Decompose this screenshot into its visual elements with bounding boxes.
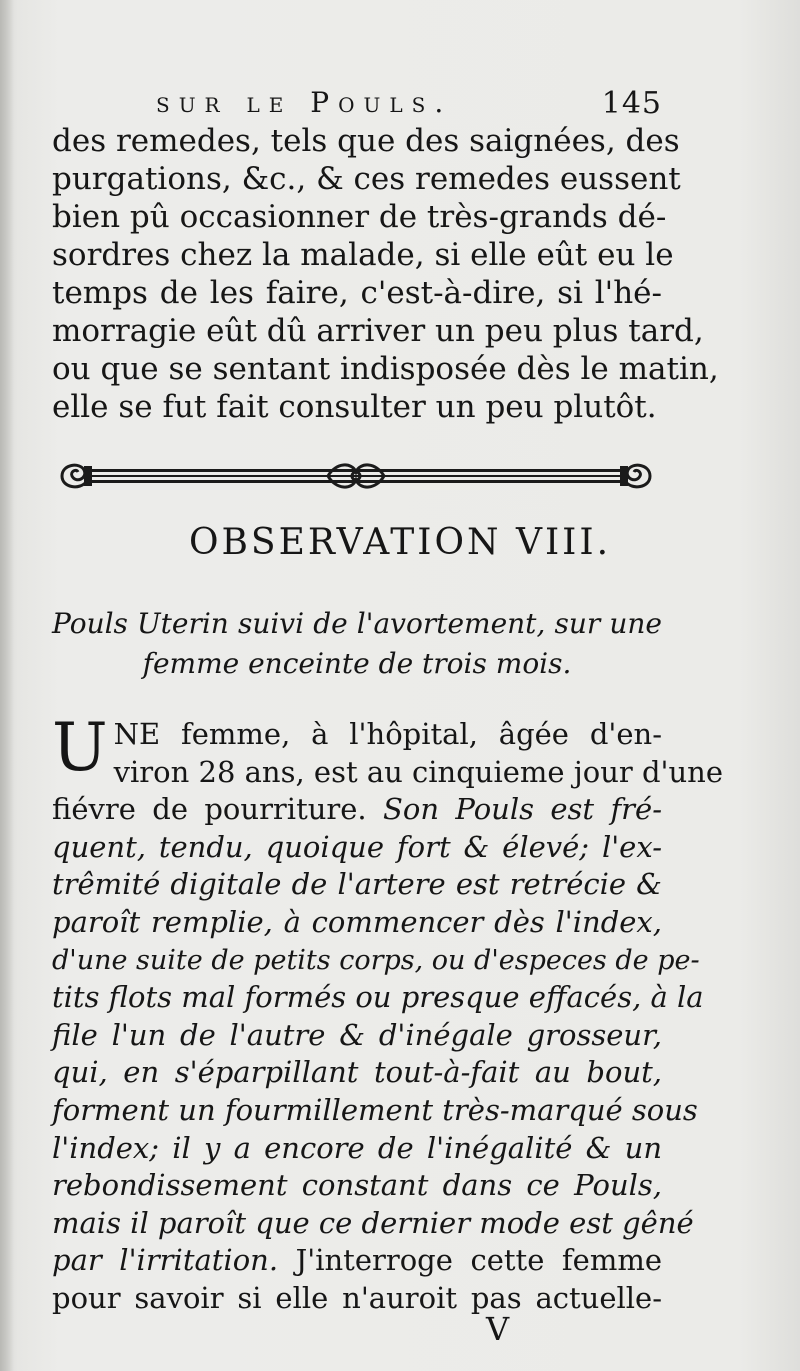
observation-subtitle: [52, 604, 662, 684]
top-paragraph: [52, 122, 719, 426]
italic-text: par l'irritation.: [52, 1243, 296, 1278]
text-line: file l'un de l'autre & d'inégale grosseur,: [52, 1017, 662, 1052]
text-line: bien pû occasionner de très-grands dé-: [52, 199, 667, 235]
subtitle-line: Pouls Uterin suivi de l'avortement, sur une: [52, 607, 662, 640]
text-line: tits flots mal formés ou presque effacés, à la: [52, 980, 704, 1015]
text-line: trêmité digitale de l'artere est retrécie &: [52, 867, 662, 902]
text-line: d'une suite de petits corps, ou d'especes de pe-: [52, 944, 700, 976]
text-line: temps de les faire, c'est-à-dire, si l'hé-: [52, 275, 662, 311]
text-line: ou que se sentant indisposée dès le matin,: [52, 351, 719, 387]
text-line: l'index; il y a encore de l'inégalité & un: [52, 1130, 662, 1165]
text-line: forment un fourmillement très-marqué sous: [52, 1092, 698, 1127]
text-line: des remedes, tels que des saignées, des: [52, 123, 680, 159]
observation-title: OBSERVATION VIII.: [188, 522, 612, 563]
observation-body: [52, 709, 724, 1318]
subtitle-line: femme enceinte de trois mois.: [142, 647, 572, 680]
text-line: NE femme, à l'hôpital, âgée d'en-: [113, 717, 662, 751]
text-line: viron 28 ans, est au cinquieme jour d'une: [113, 754, 724, 789]
drop-cap: U: [52, 709, 108, 786]
text-line: rebondissement constant dans ce Pouls,: [52, 1168, 662, 1203]
text-line: quent, tendu, quoique fort & élevé; l'ex-: [52, 829, 662, 864]
gutter-shadow: [0, 0, 14, 1371]
text-line: [52, 1242, 662, 1280]
running-head: sur le Pouls.: [156, 86, 453, 119]
ornamental-rule-icon: [58, 458, 654, 494]
text-line: elle se fut fait consulter un peu plutôt.: [52, 389, 657, 425]
text-line: purgations, &c., & ces remedes eussent: [52, 161, 681, 197]
roman-text: fiévre de pourriture.: [52, 792, 384, 827]
text-line: paroît remplie, à commencer dès l'index,: [52, 904, 662, 939]
roman-text: J'interroge cette femme: [295, 1243, 662, 1278]
signature-mark: V: [486, 1310, 510, 1348]
text-line: qui, en s'éparpillant tout-à-fait au bout,: [52, 1055, 662, 1090]
italic-text: Son Pouls est fré-: [383, 792, 662, 827]
text-line: mais il paroît que ce dernier mode est gêné: [52, 1205, 694, 1240]
text-line: sordres chez la malade, si elle eût eu le: [52, 237, 674, 273]
text-line: morragie eût dû arriver un peu plus tard,: [52, 313, 704, 349]
text-line: pour savoir si elle n'auroit pas actuelle-: [52, 1280, 662, 1315]
page-number: 145: [601, 86, 662, 121]
text-line: [52, 791, 662, 829]
